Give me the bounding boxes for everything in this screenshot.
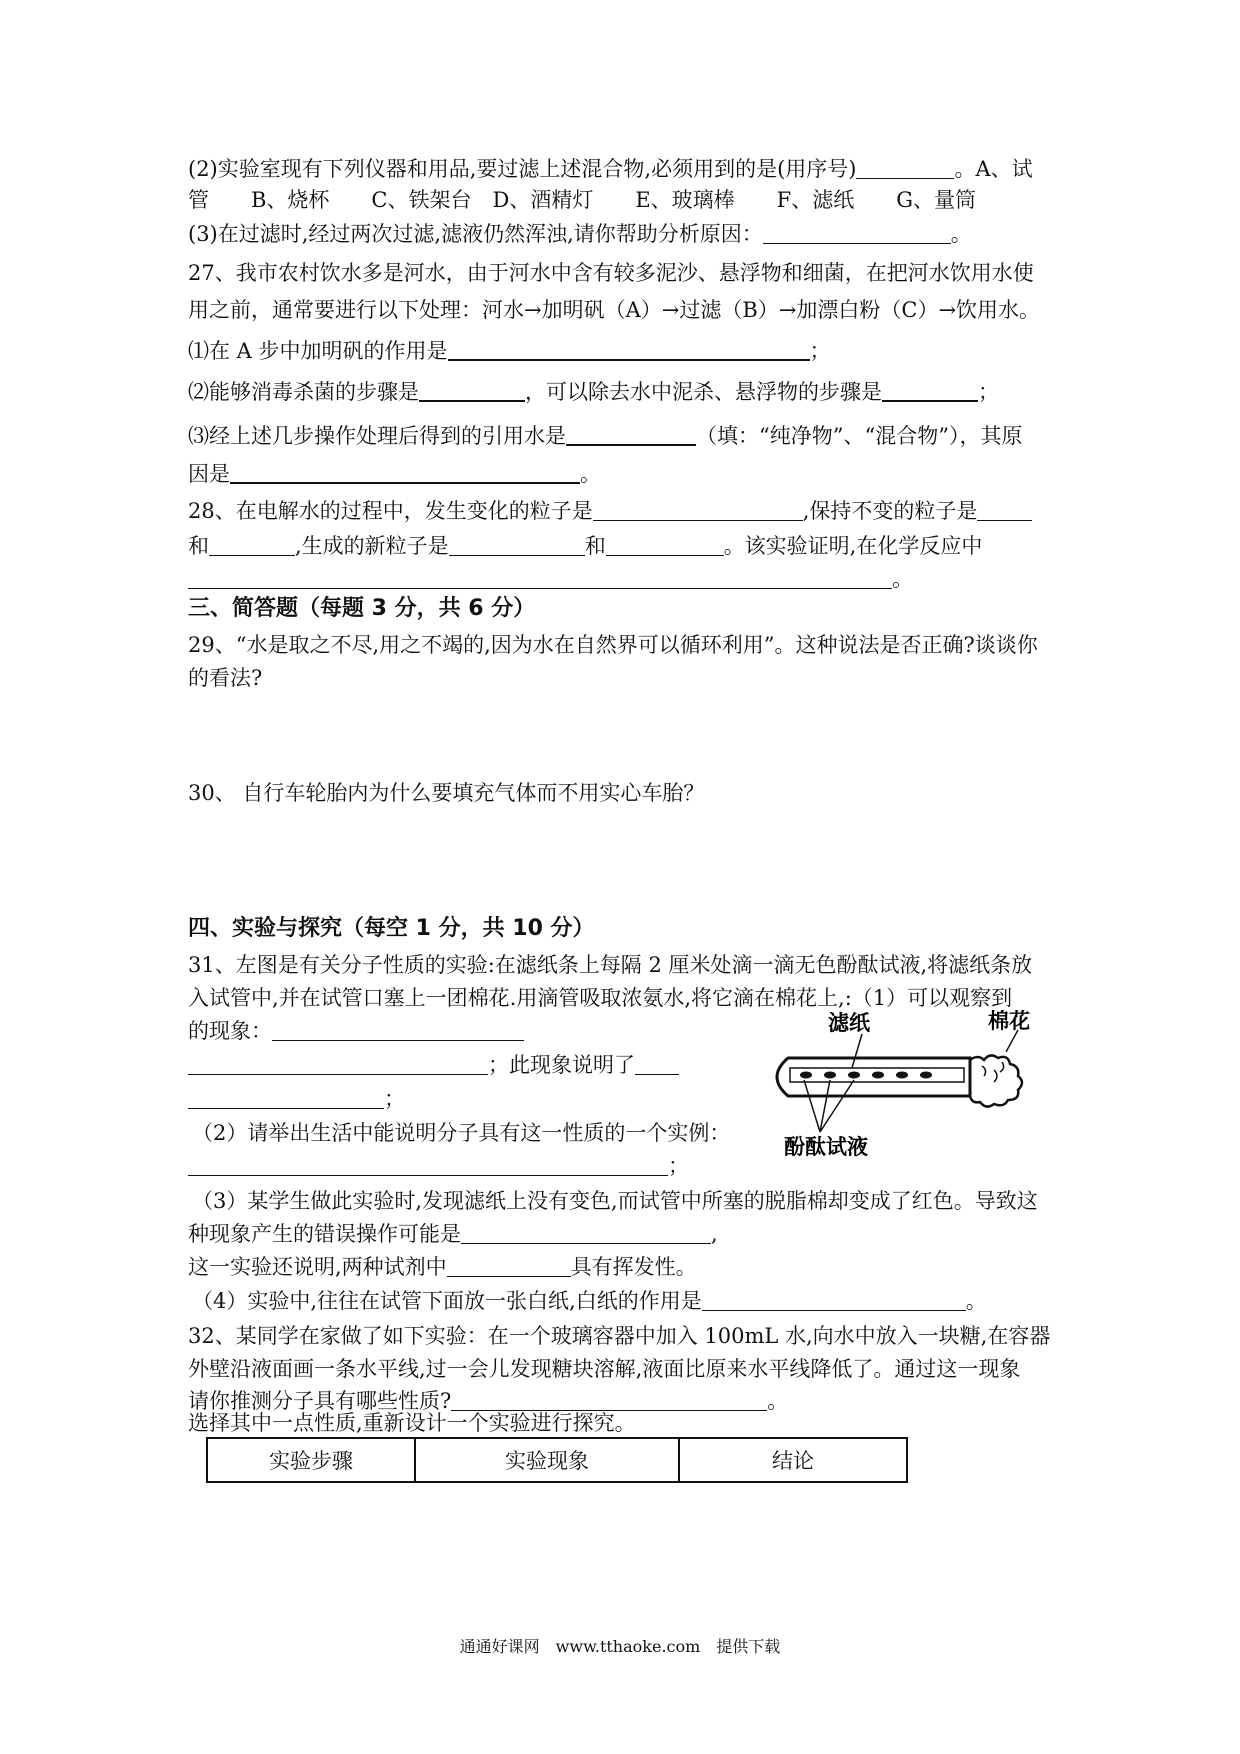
- q26-part2-options: [188, 187, 976, 213]
- answer-blank[interactable]: [763, 223, 951, 244]
- q31-text-line1: 31、左图是有关分子性质的实验:在滤纸条上每隔 2 厘米处滴一滴无色酚酞试液,将滤纸条放: [188, 953, 1033, 977]
- answer-blank[interactable]: [449, 535, 585, 556]
- answer-blank[interactable]: [230, 462, 580, 484]
- q29-text-line2: 的看法?: [188, 666, 263, 690]
- q31-part3-line3b: 具有挥发性。: [570, 1255, 697, 1279]
- q32-text-line1: 32、某同学在家做了如下实验：在一个玻璃容器中加入 100mL 水,向水中放入一块糖,在容器: [188, 1324, 1051, 1348]
- section4-heading: 四、实验与探究（每空 1 分，共 10 分）: [188, 916, 595, 941]
- answer-blank[interactable]: [272, 1020, 524, 1041]
- q31-part2-text: （2）请举出生活中能说明分子具有这一性质的一个实例：: [192, 1121, 731, 1145]
- q26-part2-line1: [188, 156, 1033, 182]
- q27-sub3: [188, 423, 1022, 449]
- q31-line3: [188, 1018, 524, 1044]
- answer-blank[interactable]: [593, 500, 803, 521]
- answer-blank[interactable]: [419, 380, 525, 402]
- cotton-plug-icon: [970, 1055, 1022, 1106]
- q31-part2-answer: [188, 1153, 689, 1179]
- q31-line1: [188, 952, 1032, 978]
- q26-part3-tail: 。: [950, 222, 972, 246]
- q27-sub3-text: ⑶经上述几步操作处理后得到的引用水是: [188, 424, 566, 448]
- q32-text-line4: 选择其中一点性质,重新设计一个实验进行探究。: [188, 1411, 636, 1435]
- page-footer: 通通好课网 www.tthaoke.com 提供下载: [459, 1637, 781, 1656]
- q27-sub3-line2-tail: 。: [580, 462, 601, 486]
- q27-sub1: [188, 338, 831, 364]
- answer-blank[interactable]: [635, 1054, 679, 1075]
- answer-blank[interactable]: [188, 568, 892, 589]
- answer-blank[interactable]: [188, 1155, 668, 1176]
- q28-line2: [188, 533, 982, 559]
- q26-part2-text: (2)实验室现有下列仪器和用品,要过滤上述混合物,必须用到的是(用序号): [188, 157, 857, 181]
- answer-blank[interactable]: [451, 1390, 767, 1411]
- q27-sub2-tail: ；: [978, 380, 999, 404]
- q31-line4: [188, 1052, 679, 1078]
- q27-sub3-tail: （填：“纯净物”、“混合物”），其原: [696, 424, 1023, 448]
- answer-blank[interactable]: [209, 535, 295, 556]
- q27-sub3-line2-text: 因是: [188, 462, 230, 486]
- q27-sub2-mid: ，可以除去水中泥杀、悬浮物的步骤是: [525, 380, 882, 404]
- q27-sub2: [188, 379, 999, 405]
- q30: [188, 780, 704, 806]
- q31-line2: [188, 985, 1012, 1011]
- q31-line5: [188, 1086, 405, 1112]
- q28-text4: ,生成的新粒子是: [295, 534, 449, 558]
- q29-text-line1: 29、“水是取之不尽,用之不竭的,因为水在自然界可以循环利用”。这种说法是否正确?谈谈你: [188, 633, 1038, 657]
- q31-text-line2: 入试管中,并在试管口塞上一团棉花.用滴管吸取浓氨水,将它滴在棉花上,:（1）可以观察到: [188, 986, 1013, 1010]
- q32-line3-tail: 。: [767, 1389, 789, 1413]
- test-tube-figure: [748, 1010, 1058, 1160]
- q26-options-text: 管 B、烧杯 C、铁架台 D、酒精灯 E、玻璃棒 F、滤纸 G、量筒: [188, 188, 977, 212]
- q28-text6: 。该实验证明,在化学反应中: [723, 534, 983, 558]
- q26-part3-text: (3)在过滤时,经过两次过滤,滤液仍然浑浊,请你帮助分析原因：: [188, 222, 763, 246]
- q26-part3: [188, 221, 972, 247]
- q29-line2: [188, 665, 262, 691]
- q31-part2: [192, 1120, 730, 1146]
- label-phenolphthalein: 酚酞试液: [784, 1134, 868, 1159]
- q31-part3-line1: [192, 1188, 1038, 1214]
- q28-line1: [188, 498, 1032, 524]
- q27-line1: [188, 260, 1034, 286]
- answer-blank[interactable]: [566, 424, 696, 446]
- q28-text2: ,保持不变的粒子是: [802, 499, 978, 523]
- q31-part3-text-line1: （3）某学生做此实验时,发现滤纸上没有变色,而试管中所塞的脱脂棉却变成了红色。导致这: [192, 1189, 1038, 1213]
- table-header-conclusion: 结论: [772, 1449, 814, 1473]
- q27-sub2-text: ⑵能够消毒杀菌的步骤是: [188, 380, 419, 404]
- experiment-table: [206, 1437, 908, 1483]
- answer-blank[interactable]: [702, 1290, 966, 1311]
- answer-blank[interactable]: [188, 1088, 384, 1109]
- phenolphthalein-drops: [800, 1072, 932, 1079]
- q31-part4-tail: 。: [965, 1289, 987, 1313]
- answer-blank[interactable]: [188, 1054, 488, 1075]
- answer-blank[interactable]: [977, 500, 1032, 521]
- table-header-phenomena: 实验现象: [416, 1439, 680, 1481]
- q32-line4: [188, 1410, 636, 1436]
- q31-part3-line2: [188, 1221, 718, 1247]
- label-filter-paper: 滤纸: [828, 1010, 870, 1035]
- q31-line4-tail: ；此现象说明了: [488, 1053, 635, 1077]
- q27-text-line2: 用之前，通常要进行以下处理：河水→加明矾（A）→过滤（B）→加漂白粉（C）→饮用水。: [188, 298, 1041, 322]
- q30-text: 30、 自行车轮胎内为什么要填充气体而不用实心车胎？: [188, 781, 705, 805]
- q31-part2-tail: ；: [668, 1154, 689, 1178]
- answer-blank[interactable]: [461, 1223, 711, 1244]
- q31-line5-tail: ；: [384, 1087, 405, 1111]
- answer-blank[interactable]: [448, 339, 810, 361]
- q31-part3-text-line2: 种现象产生的错误操作可能是: [188, 1222, 461, 1246]
- q31-part4: [192, 1288, 987, 1314]
- q28-text1: 28、在电解水的过程中，发生变化的粒子是: [188, 499, 593, 523]
- q28-line3: [188, 566, 913, 592]
- label-cotton: 棉花: [988, 1010, 1030, 1033]
- q27-text-line1: 27、我市农村饮水多是河水，由于河水中含有较多泥沙、悬浮物和细菌，在把河水饮用水使: [188, 261, 1034, 285]
- q27-sub1-text: ⑴在 A 步中加明矾的作用是: [188, 339, 448, 363]
- q32-line2: [188, 1356, 1020, 1382]
- q27-line2: [188, 297, 1040, 323]
- q31-part4-text: （4）实验中,往往在试管下面放一张白纸,白纸的作用是: [192, 1289, 702, 1313]
- table-header-steps: 实验步骤: [208, 1439, 416, 1481]
- answer-blank[interactable]: [606, 535, 724, 556]
- q26-part2-tail: 。A、试: [954, 157, 1033, 181]
- q32-line1: [188, 1323, 1050, 1349]
- answer-blank[interactable]: [447, 1256, 571, 1277]
- q27-sub1-tail: ；: [809, 339, 831, 363]
- section3-heading: 三、简答题（每题 3 分，共 6 分）: [188, 596, 536, 621]
- answer-blank[interactable]: [882, 380, 978, 402]
- q31-text-line3: 的现象：: [188, 1019, 272, 1043]
- q28-text5: 和: [584, 534, 606, 558]
- q31-part3-line3: [188, 1254, 697, 1280]
- q31-part3-line2-tail: ,: [711, 1222, 718, 1246]
- answer-blank[interactable]: [856, 158, 954, 179]
- q31-part3-line3a: 这一实验还说明,两种试剂中: [188, 1255, 447, 1279]
- q32-text-line2: 外壁沿液面画一条水平线,过一会儿发现糖块溶解,液面比原来水平线降低了。通过这一现象: [188, 1357, 1021, 1381]
- q32-text-line3: 请你推测分子具有哪些性质?: [188, 1389, 452, 1413]
- q27-sub3-line2: [188, 461, 601, 487]
- q28-tail: 。: [892, 567, 913, 591]
- q29-line1: [188, 632, 1038, 658]
- q28-text3: 和: [188, 534, 209, 558]
